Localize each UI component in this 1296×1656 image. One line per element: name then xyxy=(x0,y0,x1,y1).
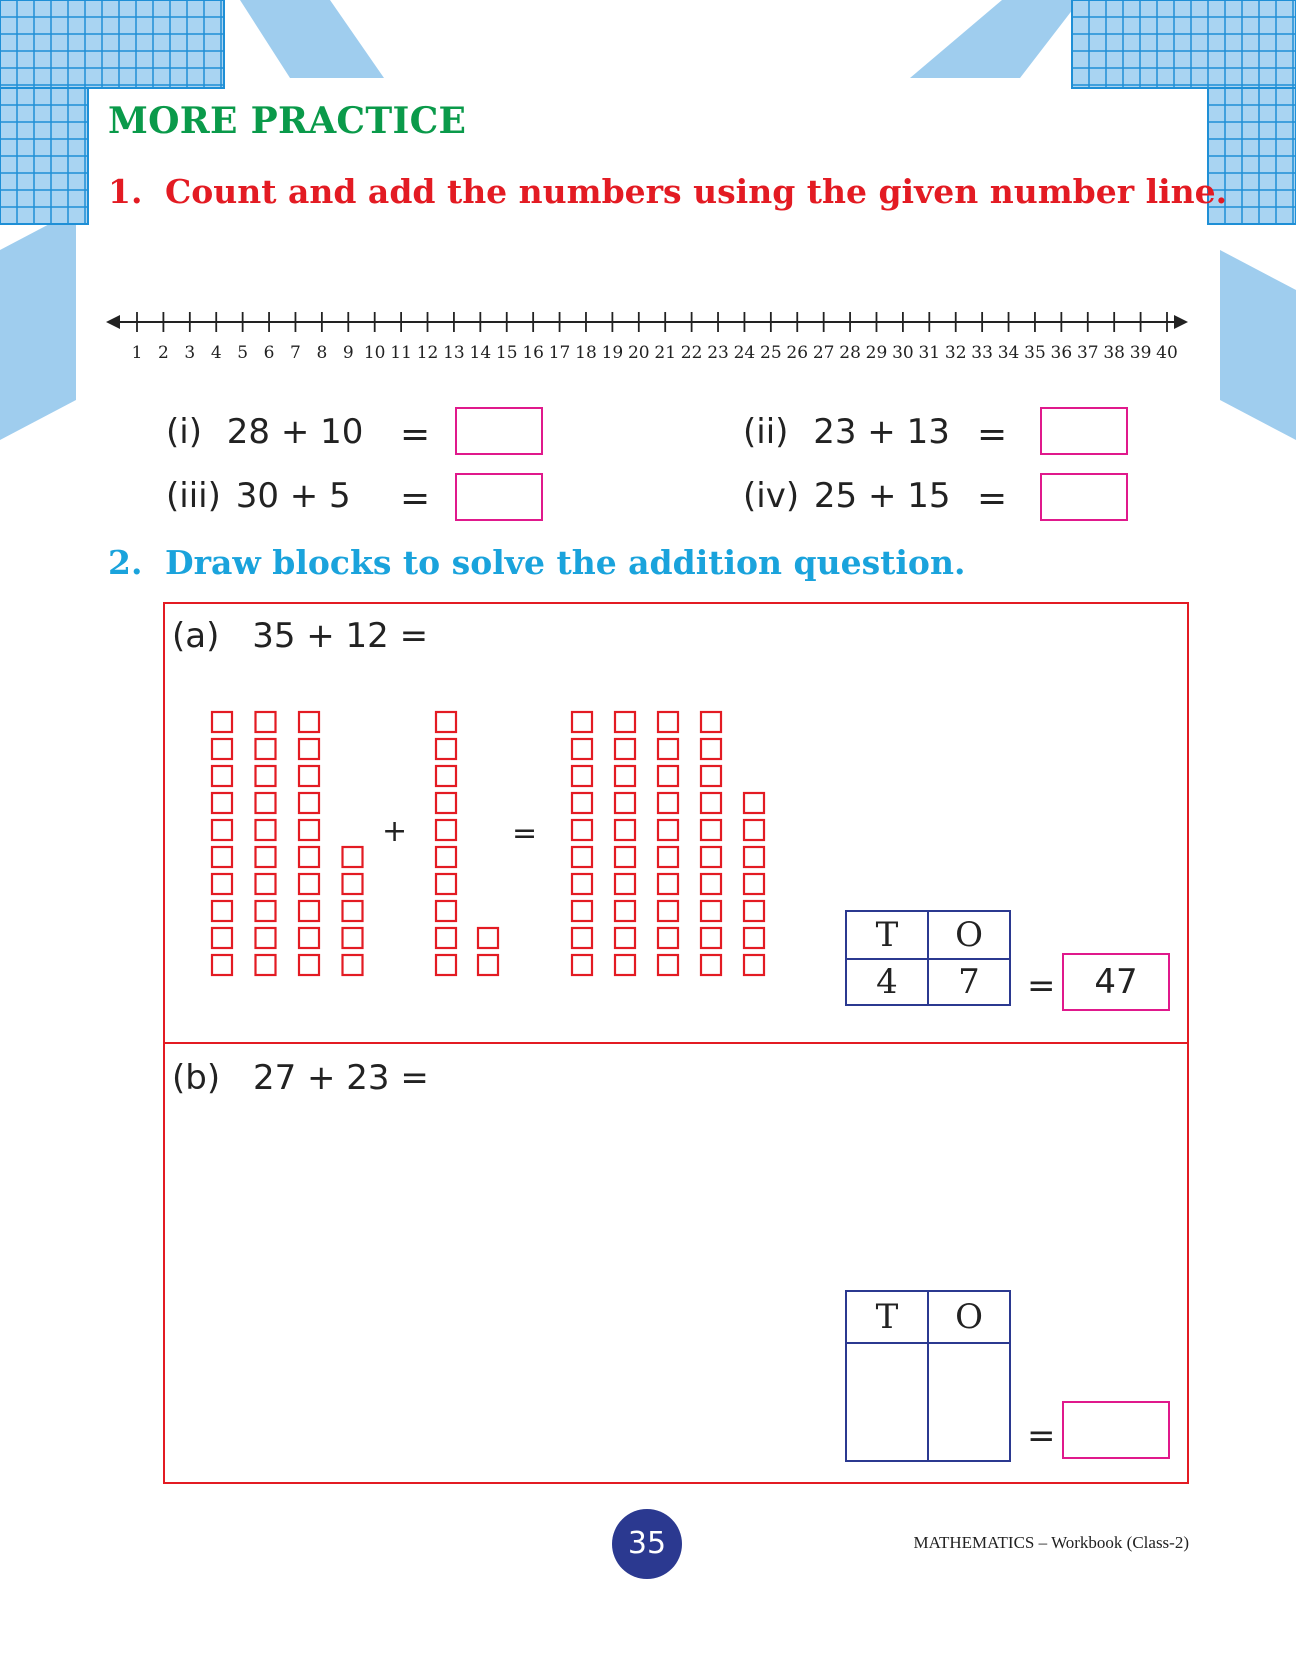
equals-sign: = xyxy=(400,414,431,455)
addend1-block xyxy=(212,901,232,921)
sum-block xyxy=(572,793,592,813)
addend1-block xyxy=(299,766,319,786)
addend1-block xyxy=(256,874,276,894)
number-line-label: 25 xyxy=(760,343,782,363)
number-line-label: 6 xyxy=(263,343,275,363)
sum-block xyxy=(744,793,764,813)
addend1-block xyxy=(256,793,276,813)
addend2-block xyxy=(436,793,456,813)
number-line-label: 17 xyxy=(548,343,571,363)
number-line-label: 19 xyxy=(601,343,624,363)
sum-block xyxy=(658,793,678,813)
addend2-block xyxy=(436,955,456,975)
number-line-label: 22 xyxy=(680,343,703,363)
addend2-block xyxy=(436,901,456,921)
question-2-text: Draw blocks to solve the addition question. xyxy=(165,543,966,582)
question-1-text: Count and add the numbers using the given number line. xyxy=(165,172,1228,211)
addend1-block xyxy=(343,928,363,948)
addend1-block xyxy=(212,874,232,894)
section-heading: MORE PRACTICE xyxy=(108,100,467,142)
sum-block xyxy=(572,712,592,732)
number-line-label: 3 xyxy=(184,343,196,363)
number-line-label: 14 xyxy=(469,343,492,363)
result-box-a[interactable]: 47 xyxy=(1062,953,1170,1011)
number-line-label: 37 xyxy=(1076,343,1099,363)
addend1-block xyxy=(212,847,232,867)
problem-expression: 25 + 15 xyxy=(813,476,951,516)
number-line-label: 18 xyxy=(575,343,597,363)
sum-block xyxy=(744,874,764,894)
sum-block xyxy=(572,766,592,786)
number-line-label: 24 xyxy=(733,343,756,363)
number-line-label: 30 xyxy=(892,343,914,363)
number-line-label: 1 xyxy=(131,343,143,363)
addend1-block xyxy=(256,928,276,948)
number-line-label: 23 xyxy=(707,343,729,363)
addend1-block xyxy=(212,739,232,759)
ones-header: O xyxy=(928,1291,1010,1343)
sum-block xyxy=(615,955,635,975)
addend1-block xyxy=(299,874,319,894)
problem-label: (iii) xyxy=(166,476,221,516)
number-line-label: 34 xyxy=(997,343,1020,363)
ones-value[interactable] xyxy=(928,1343,1010,1461)
sum-block xyxy=(744,847,764,867)
sum-block xyxy=(615,793,635,813)
sum-block xyxy=(572,928,592,948)
addend1-block xyxy=(212,793,232,813)
sum-block xyxy=(744,928,764,948)
addend1-block xyxy=(299,712,319,732)
sum-block xyxy=(701,847,721,867)
number-line-label: 27 xyxy=(812,343,835,363)
number-line-label: 39 xyxy=(1129,343,1152,363)
addend2-block xyxy=(436,928,456,948)
addend1-block xyxy=(256,712,276,732)
part-a-expression: 35 + 12 = xyxy=(252,616,429,656)
addend2-block xyxy=(436,874,456,894)
number-line-label: 33 xyxy=(971,343,993,363)
sum-block xyxy=(701,739,721,759)
addend1-block xyxy=(256,847,276,867)
sum-block xyxy=(658,901,678,921)
number-line-label: 28 xyxy=(839,343,861,363)
sum-block xyxy=(615,847,635,867)
addend1-block xyxy=(299,901,319,921)
sum-block xyxy=(572,739,592,759)
sum-block xyxy=(701,874,721,894)
sum-block xyxy=(658,739,678,759)
number-line-label: 21 xyxy=(654,343,677,363)
result-equals-sign: = xyxy=(1027,966,1056,1006)
tens-header: T xyxy=(846,911,928,959)
addend2-block xyxy=(478,955,498,975)
problem-label: (i) xyxy=(166,412,202,452)
addend1-block xyxy=(343,874,363,894)
frame-divider xyxy=(163,1042,1189,1044)
sum-block xyxy=(572,847,592,867)
addend2-block xyxy=(436,820,456,840)
number-line-label: 8 xyxy=(316,343,328,363)
addend1-block xyxy=(299,793,319,813)
tens-header: T xyxy=(846,1291,928,1343)
sum-block xyxy=(701,820,721,840)
result-box-b[interactable] xyxy=(1062,1401,1170,1459)
number-line-label: 32 xyxy=(944,343,967,363)
addend2-block xyxy=(436,739,456,759)
addend1-block xyxy=(343,955,363,975)
number-line-label: 26 xyxy=(786,343,809,363)
ones-value[interactable]: 7 xyxy=(928,959,1010,1005)
addend1-block xyxy=(212,820,232,840)
addend1-block xyxy=(256,739,276,759)
tens-value[interactable]: 4 xyxy=(846,959,928,1005)
problem-label: (ii) xyxy=(743,412,789,452)
tens-ones-table-b xyxy=(845,1290,1011,1462)
tens-ones-table-a xyxy=(845,910,1011,1006)
addend1-block xyxy=(299,928,319,948)
sum-block xyxy=(615,820,635,840)
footer-text: MATHEMATICS – Workbook (Class-2) xyxy=(913,1533,1189,1552)
plus-sign: + xyxy=(382,814,408,849)
problem-label: (iv) xyxy=(743,476,800,516)
addend1-block xyxy=(299,820,319,840)
addend1-block xyxy=(212,766,232,786)
number-line-label: 7 xyxy=(290,343,301,363)
number-line-label: 9 xyxy=(342,343,354,363)
addend1-block xyxy=(256,955,276,975)
number-line-label: 13 xyxy=(443,343,465,363)
part-b-label: (b) xyxy=(172,1058,221,1098)
number-line-label: 5 xyxy=(237,343,249,363)
number-line-label: 12 xyxy=(416,343,439,363)
sum-block xyxy=(572,820,592,840)
addend1-block xyxy=(299,955,319,975)
addend1-block xyxy=(299,847,319,867)
equals-sign: = xyxy=(977,478,1008,519)
addend1-block xyxy=(299,739,319,759)
sum-block xyxy=(658,847,678,867)
number-line-label: 15 xyxy=(495,343,518,363)
sum-block xyxy=(615,739,635,759)
result-equals-sign: = xyxy=(1027,1416,1056,1456)
sum-block xyxy=(615,766,635,786)
number-line-label: 11 xyxy=(390,343,412,363)
number-line-label: 4 xyxy=(210,343,222,363)
ones-header: O xyxy=(928,911,1010,959)
sum-block xyxy=(744,820,764,840)
addend1-block xyxy=(256,820,276,840)
sum-block xyxy=(658,928,678,948)
number-line-label: 35 xyxy=(1024,343,1046,363)
question-2-number: 2. xyxy=(108,543,143,582)
sum-block xyxy=(615,874,635,894)
sum-block xyxy=(658,874,678,894)
part-a-label: (a) xyxy=(172,616,220,656)
sum-block xyxy=(615,712,635,732)
number-line-label: 40 xyxy=(1156,343,1178,363)
sum-block xyxy=(701,793,721,813)
sum-block xyxy=(572,955,592,975)
addend2-block xyxy=(436,766,456,786)
sum-block xyxy=(658,766,678,786)
number-line-label: 16 xyxy=(522,343,544,363)
sum-block xyxy=(701,928,721,948)
sum-block xyxy=(701,766,721,786)
sum-block xyxy=(615,928,635,948)
addend1-block xyxy=(343,847,363,867)
number-line-label: 38 xyxy=(1103,343,1125,363)
equals-sign: = xyxy=(512,816,538,851)
addend2-block xyxy=(478,928,498,948)
number-line-label: 2 xyxy=(157,343,169,363)
part-b-expression: 27 + 23 = xyxy=(252,1058,429,1098)
number-line-label: 20 xyxy=(627,343,650,363)
addend1-block xyxy=(212,928,232,948)
number-line-label: 29 xyxy=(865,343,888,363)
problem-expression: 30 + 5 xyxy=(235,476,351,516)
number-line-label: 36 xyxy=(1050,343,1073,363)
sum-block xyxy=(744,901,764,921)
number-line-label: 10 xyxy=(363,343,386,363)
sum-block xyxy=(572,901,592,921)
tens-value[interactable] xyxy=(846,1343,928,1461)
question-1-number: 1. xyxy=(108,172,143,211)
problem-expression: 23 + 13 xyxy=(813,412,950,452)
addend2-block xyxy=(436,712,456,732)
number-line-label: 31 xyxy=(918,343,941,363)
addend1-block xyxy=(256,766,276,786)
addend2-block xyxy=(436,847,456,867)
sum-block xyxy=(615,901,635,921)
sum-block xyxy=(572,874,592,894)
sum-block xyxy=(701,955,721,975)
problem-expression: 28 + 10 xyxy=(226,412,364,452)
addend1-block xyxy=(212,712,232,732)
page-number: 35 xyxy=(612,1509,682,1579)
sum-block xyxy=(744,955,764,975)
equals-sign: = xyxy=(400,478,431,519)
equals-sign: = xyxy=(977,414,1008,455)
sum-block xyxy=(701,712,721,732)
part-b-question xyxy=(172,1058,429,1098)
sum-block xyxy=(658,955,678,975)
sum-block xyxy=(658,820,678,840)
addend1-block xyxy=(212,955,232,975)
sum-block xyxy=(701,901,721,921)
addend1-block xyxy=(256,901,276,921)
sum-block xyxy=(658,712,678,732)
addend1-block xyxy=(343,901,363,921)
